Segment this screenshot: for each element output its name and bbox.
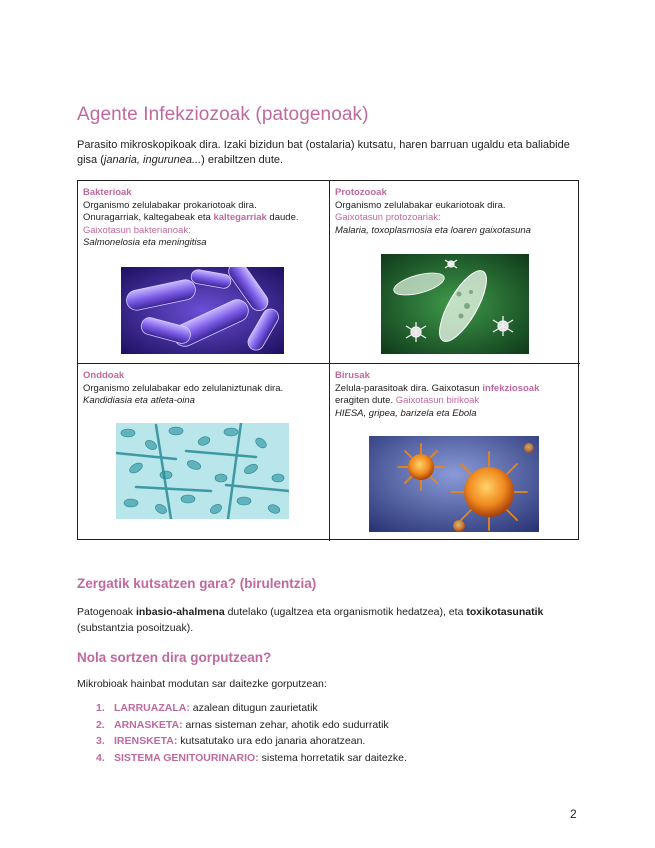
- page-number: 2: [570, 807, 577, 821]
- virus-image: [369, 436, 539, 532]
- cell-birusak: Birusak Zelula-parasitoak dira. Gaixotasun infekziosoak eragiten dute. Gaixotasun birikoak HIESA, gripea, barizela eta Ebola: [329, 363, 580, 541]
- cell-heading: Protozooak: [335, 187, 387, 198]
- intro-paragraph: Parasito mikroskopikoak dira. Izaki bizidun bat (ostalaria) kutsatu, haren barruan ugaldu eta baliabide gisa (janaria, ingurunea...) erabiltzen dute.: [77, 139, 570, 166]
- cell-protozooak: Protozooak Organismo zelulabakar eukariotoak dira. Gaixotasun protozoariak: Malaria, toxoplasmosia eta loaren gaixotasuna: [329, 181, 580, 363]
- cell-onddoak: Onddoak Organismo zelulabakar edo zelulaniztunak dira. Kandidiasia eta atleta-oina: [78, 363, 329, 541]
- cell-bakterioak: Bakterioak Organismo zelulabakar prokariotoak dira. Onuragarriak, kaltegabeak eta kaltegarriak daude. Gaixotasun bakterianoak: Salmonelosia eta meningitisa: [78, 181, 329, 363]
- protozoa-image: [381, 254, 529, 354]
- pathogen-table: [77, 180, 579, 540]
- entry-intro: Mikrobioak hainbat modutan sar daitezke gorputzean:: [77, 678, 327, 690]
- virulence-heading: Zergatik kutsatzen gara? (birulentzia): [77, 576, 317, 591]
- bacteria-image: [121, 267, 284, 354]
- fungi-image: [116, 423, 289, 519]
- page-title: Agente Infekziozoak (patogenoak): [77, 104, 369, 125]
- entry-heading: Nola sortzen dira gorputzean?: [77, 650, 272, 665]
- list-item: 3. IRENSKETA: kutsatutako ura edo janaria ahoratzean.: [96, 735, 366, 747]
- entry-list: [77, 700, 407, 766]
- cell-heading: Bakterioak: [83, 187, 132, 198]
- list-item: 1. LARRUAZALA: azalean ditugun zaurietatik: [96, 702, 318, 714]
- cell-heading: Onddoak: [83, 370, 125, 381]
- list-item: 2. ARNASKETA: arnas sisteman zehar, ahotik edo sudurratik: [96, 718, 389, 731]
- cell-heading: Birusak: [335, 370, 370, 381]
- virulence-paragraph: Patogenoak inbasio-ahalmena dutelako (ugaltzea eta organismotik hedatzea), eta toxikotasunatik (substantzia posoitzuak).: [77, 606, 544, 634]
- list-item: 4. SISTEMA GENITOURINARIO: sistema horretatik sar daitezke.: [96, 751, 407, 764]
